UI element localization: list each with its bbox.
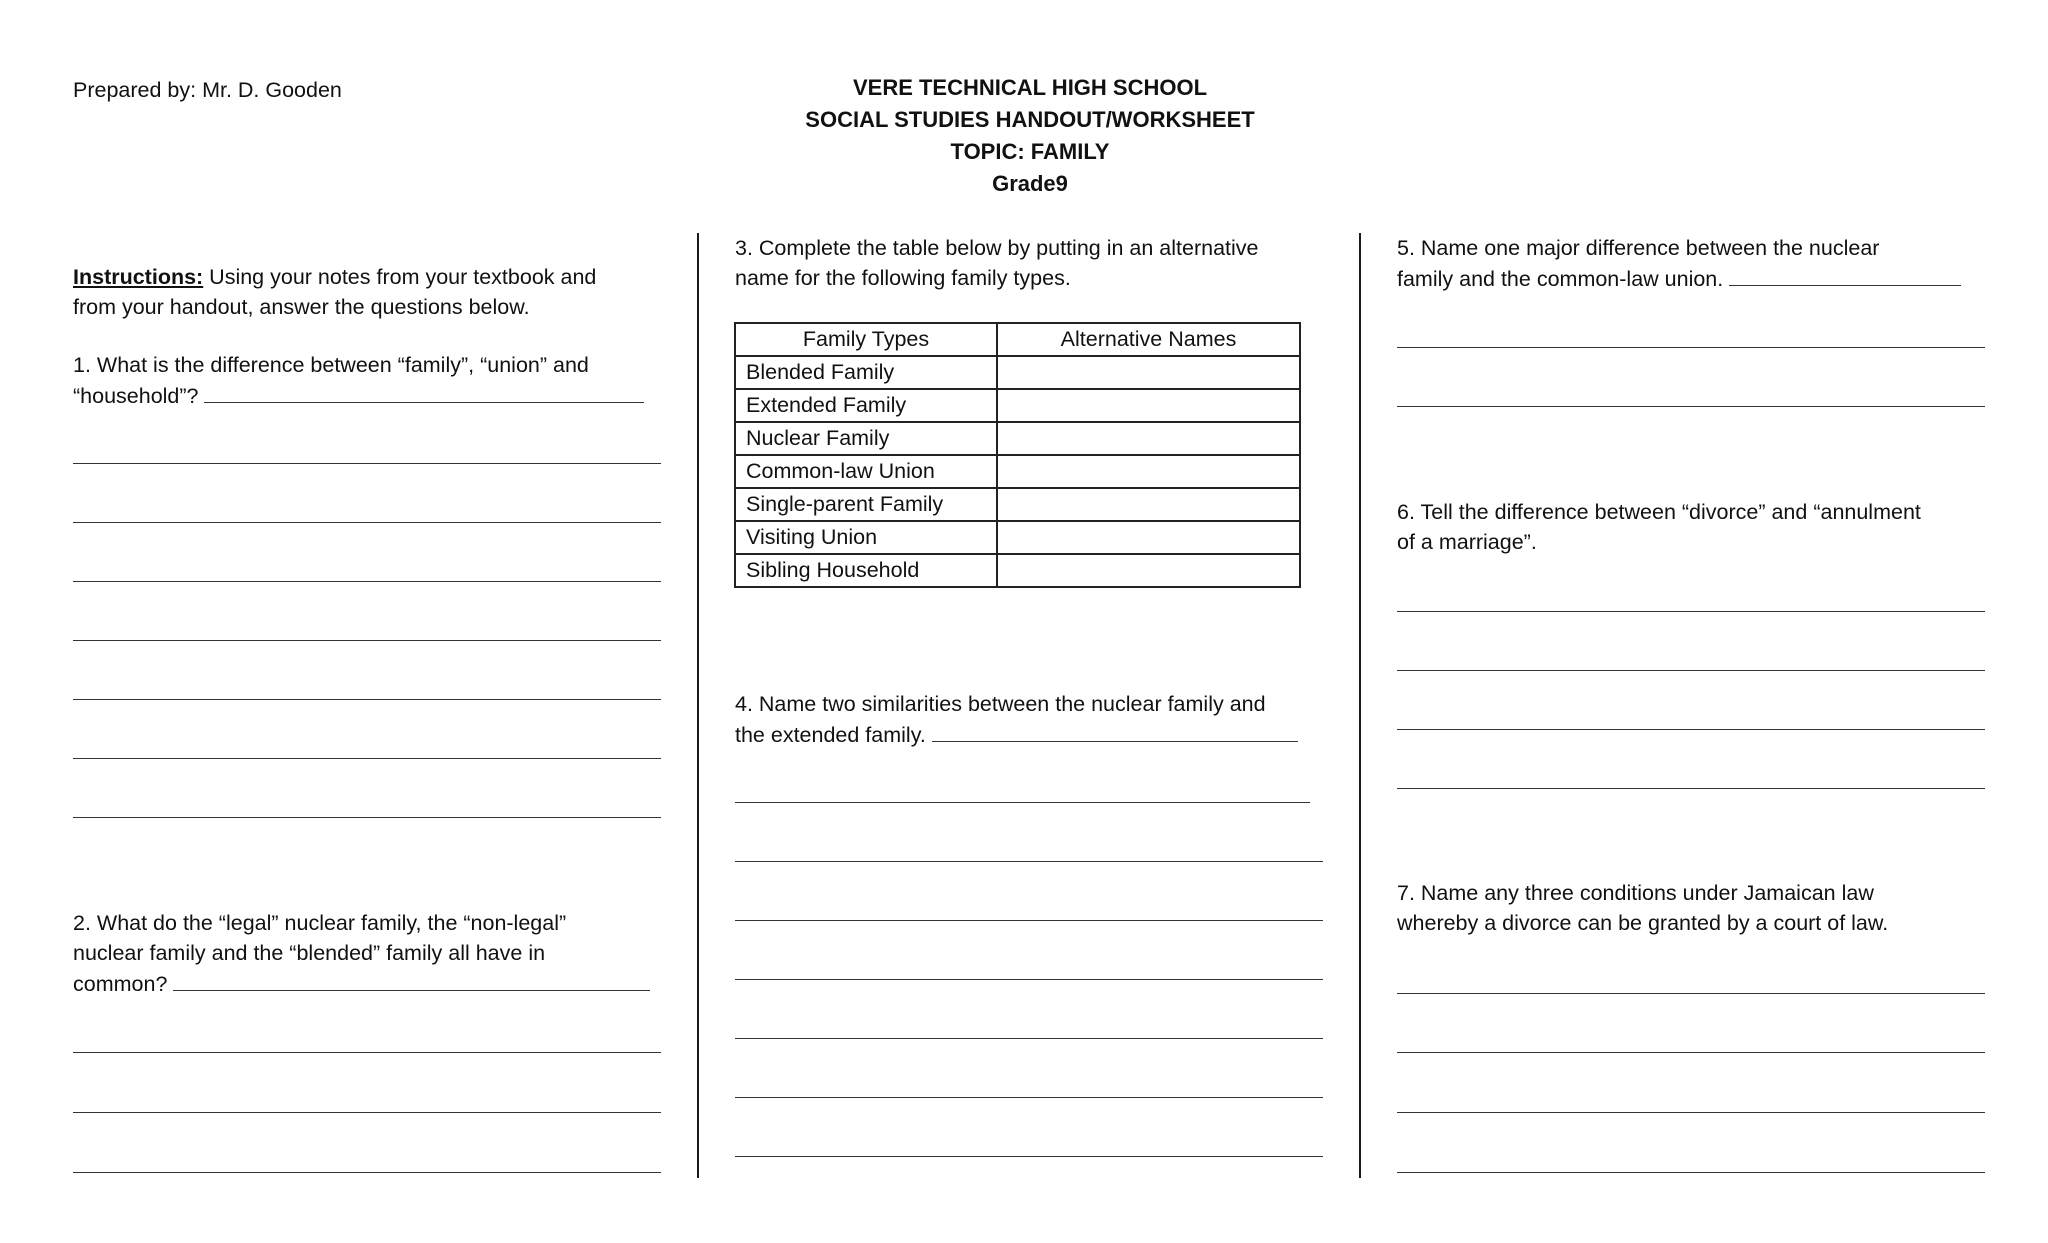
table-header-alternative-names: Alternative Names — [997, 323, 1300, 356]
question-1-answer-blank[interactable] — [204, 380, 644, 403]
question-7-line-2: whereby a divorce can be granted by a court of law. — [1397, 911, 1889, 935]
question-7-answer-line[interactable] — [1397, 1052, 1985, 1053]
alternative-name-cell[interactable] — [997, 488, 1300, 521]
question-4-answer-line[interactable] — [735, 979, 1323, 980]
question-2-answer-blank[interactable] — [173, 968, 650, 991]
worksheet-subject: SOCIAL STUDIES HANDOUT/WORKSHEET — [805, 107, 1255, 132]
column-divider-right — [1359, 233, 1361, 1178]
table-row — [735, 356, 1300, 389]
question-4-answer-blank[interactable] — [932, 719, 1298, 742]
question-1-answer-line[interactable] — [73, 817, 661, 818]
alternative-name-cell[interactable] — [997, 521, 1300, 554]
family-type-cell: Sibling Household — [735, 554, 997, 587]
family-type-cell: Nuclear Family — [735, 422, 997, 455]
school-name: VERE TECHNICAL HIGH SCHOOL — [852, 75, 1208, 100]
question-5-line-1: 5. Name one major difference between the nuclear — [1397, 236, 1880, 260]
table-row — [735, 455, 1300, 488]
question-2-answer-line[interactable] — [73, 1172, 661, 1173]
question-7-answer-line[interactable] — [1397, 1172, 1985, 1173]
table-row — [735, 422, 1300, 455]
question-6-answer-line[interactable] — [1397, 788, 1985, 789]
question-1-answer-line[interactable] — [73, 699, 661, 700]
question-1-answer-line[interactable] — [73, 463, 661, 464]
question-6-line-1: 6. Tell the difference between “divorce” and “annulment — [1397, 500, 1921, 524]
question-2-line-1: 2. What do the “legal” nuclear family, the “non-legal” — [73, 911, 567, 935]
alternative-name-cell[interactable] — [997, 389, 1300, 422]
question-2-answer-line[interactable] — [73, 1052, 661, 1053]
question-7-answer-line[interactable] — [1397, 993, 1985, 994]
alternative-name-cell[interactable] — [997, 356, 1300, 389]
worksheet-grade: Grade9 — [992, 171, 1068, 196]
alternative-name-cell[interactable] — [997, 554, 1300, 587]
instructions-text-1: Using your notes from your textbook and — [203, 265, 597, 289]
table-header-family-types: Family Types — [735, 323, 997, 356]
family-types-table — [734, 322, 1301, 588]
family-type-cell: Extended Family — [735, 389, 997, 422]
question-4-answer-line[interactable] — [735, 1156, 1323, 1157]
instructions-text-2: from your handout, answer the questions below. — [73, 295, 530, 319]
question-4-answer-line[interactable] — [735, 920, 1323, 921]
question-2-answer-line[interactable] — [73, 1112, 661, 1113]
table-header-row — [735, 323, 1300, 356]
family-type-cell: Single-parent Family — [735, 488, 997, 521]
worksheet-topic: TOPIC: FAMILY — [950, 139, 1110, 164]
question-3 — [735, 233, 1259, 293]
question-4-answer-line[interactable] — [735, 1097, 1323, 1098]
family-type-cell: Blended Family — [735, 356, 997, 389]
question-2-line-3: common? — [73, 972, 174, 996]
question-7 — [1397, 878, 1888, 938]
question-1 — [73, 350, 644, 411]
question-7-answer-line[interactable] — [1397, 1112, 1985, 1113]
question-5-line-2: family and the common-law union. — [1397, 267, 1730, 291]
question-7-line-1: 7. Name any three conditions under Jamaican law — [1397, 881, 1874, 905]
question-6-answer-line[interactable] — [1397, 670, 1985, 671]
worksheet-header — [800, 72, 1260, 200]
column-divider-left — [697, 233, 699, 1178]
alternative-name-cell[interactable] — [997, 422, 1300, 455]
question-4-answer-line[interactable] — [735, 1038, 1323, 1039]
question-5-answer-line[interactable] — [1397, 347, 1985, 348]
question-6 — [1397, 497, 1921, 557]
question-1-answer-line[interactable] — [73, 581, 661, 582]
question-2-line-2: nuclear family and the “blended” family all have in — [73, 941, 546, 965]
table-row — [735, 389, 1300, 422]
question-6-answer-line[interactable] — [1397, 611, 1985, 612]
question-6-answer-line[interactable] — [1397, 729, 1985, 730]
question-1-answer-line[interactable] — [73, 758, 661, 759]
question-1-line-1: 1. What is the difference between “family”, “union” and — [73, 353, 589, 377]
instructions — [73, 262, 596, 322]
question-4-line-1: 4. Name two similarities between the nuclear family and — [735, 692, 1266, 716]
question-5-answer-line[interactable] — [1397, 406, 1985, 407]
family-type-cell: Visiting Union — [735, 521, 997, 554]
question-2 — [73, 908, 650, 999]
question-4-answer-line[interactable] — [735, 802, 1310, 803]
question-4-answer-line[interactable] — [735, 861, 1323, 862]
question-4-line-2: the extended family. — [735, 723, 932, 747]
question-4 — [735, 689, 1298, 750]
table-row — [735, 488, 1300, 521]
question-3-line-1: 3. Complete the table below by putting in an alternative — [735, 236, 1259, 260]
question-1-answer-line[interactable] — [73, 522, 661, 523]
question-1-answer-line[interactable] — [73, 640, 661, 641]
alternative-name-cell[interactable] — [997, 455, 1300, 488]
question-6-line-2: of a marriage”. — [1397, 530, 1537, 554]
instructions-label: Instructions: — [73, 265, 204, 289]
prepared-by: Prepared by: Mr. D. Gooden — [73, 78, 342, 102]
question-3-line-2: name for the following family types. — [735, 266, 1071, 290]
question-1-line-2: “household”? — [73, 384, 205, 408]
question-5-answer-blank[interactable] — [1729, 263, 1961, 286]
table-row — [735, 554, 1300, 587]
family-type-cell: Common-law Union — [735, 455, 997, 488]
question-5 — [1397, 233, 1961, 294]
table-row — [735, 521, 1300, 554]
